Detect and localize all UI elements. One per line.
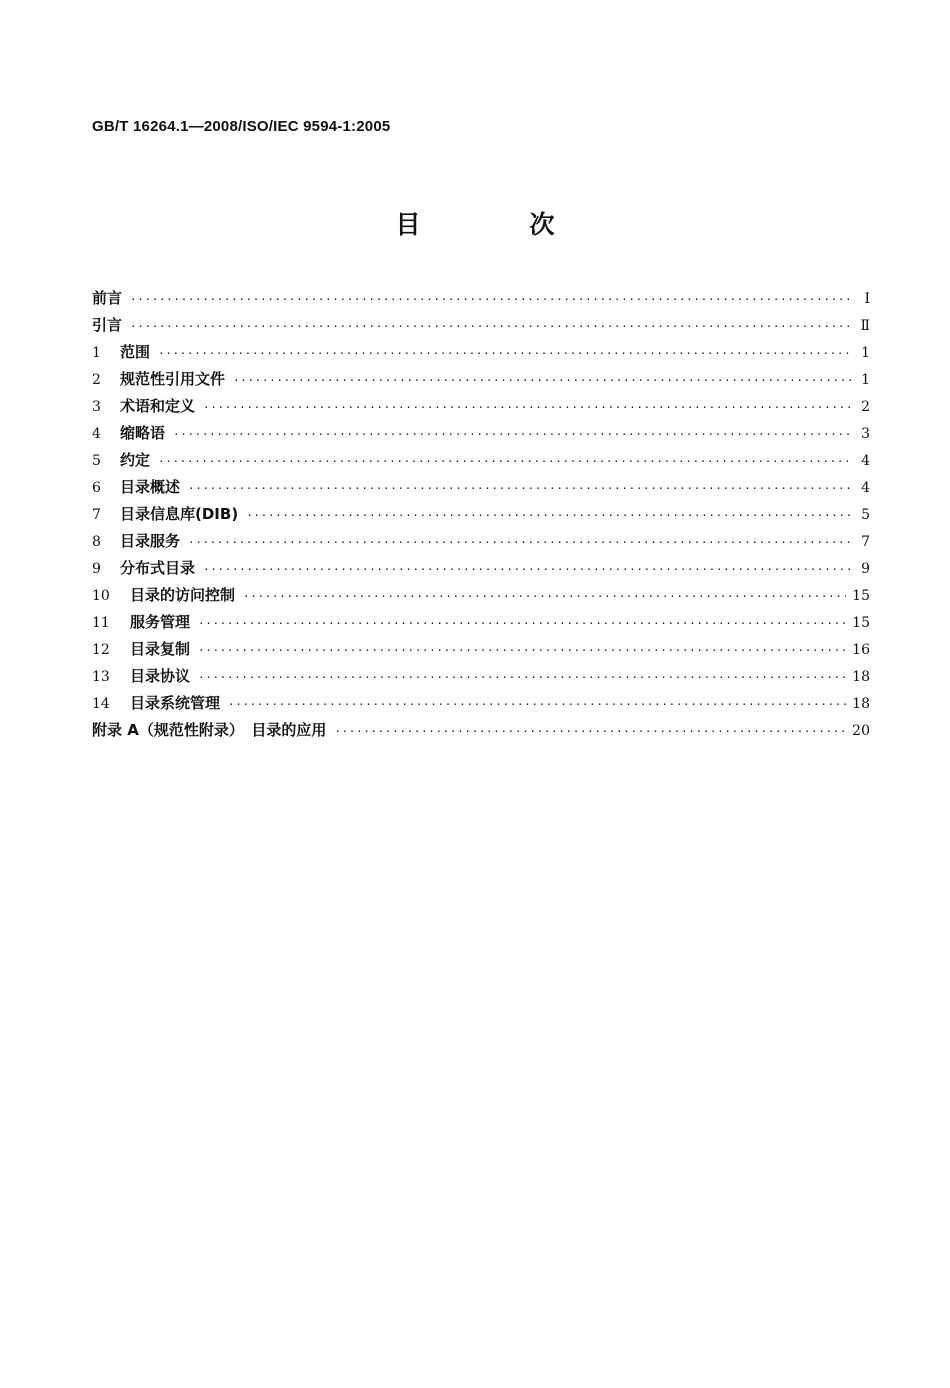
toc-label: 目录协议 xyxy=(130,667,191,685)
dot-leader xyxy=(243,590,846,603)
toc-label: 分布式目录 xyxy=(120,559,196,577)
dot-leader xyxy=(130,293,854,306)
toc-label: 服务管理 xyxy=(130,613,191,631)
toc-page: 15 xyxy=(852,588,870,604)
dot-leader xyxy=(158,347,854,360)
dot-leader xyxy=(188,482,854,495)
toc-entry-11[interactable] xyxy=(92,611,870,638)
toc-number: 4 xyxy=(92,426,101,442)
toc-page: 15 xyxy=(852,615,870,631)
toc-page: 18 xyxy=(852,696,870,712)
toc-page: 5 xyxy=(861,507,870,523)
toc-entry-6[interactable] xyxy=(92,476,870,503)
toc-label: 范围 xyxy=(120,343,151,361)
page-title: 目 次 xyxy=(395,210,597,239)
dot-leader xyxy=(130,320,854,333)
toc-page: 20 xyxy=(852,723,870,739)
toc-label: 缩略语 xyxy=(120,424,166,442)
toc-page: 4 xyxy=(861,480,870,496)
dot-leader xyxy=(173,428,854,441)
toc-entry-8[interactable] xyxy=(92,530,870,557)
toc-page: 18 xyxy=(852,669,870,685)
toc-entry-9[interactable] xyxy=(92,557,870,584)
toc-number: 2 xyxy=(92,372,101,388)
toc-number: 14 xyxy=(92,696,110,712)
dot-leader xyxy=(233,374,854,387)
toc-label: 约定 xyxy=(120,451,151,469)
toc-number: 12 xyxy=(92,642,110,658)
toc-number: 5 xyxy=(92,453,101,469)
toc-page: 1 xyxy=(861,372,870,388)
toc-label: 目录复制 xyxy=(130,640,191,658)
toc-entry-4[interactable] xyxy=(92,422,870,449)
toc-entry-annex-a[interactable] xyxy=(92,719,870,746)
toc-page: 4 xyxy=(861,453,870,469)
dot-leader xyxy=(198,671,846,684)
toc-entry-10[interactable] xyxy=(92,584,870,611)
toc-entry-5[interactable] xyxy=(92,449,870,476)
toc-label: 目录的访问控制 xyxy=(130,586,236,604)
toc-entry-foreword[interactable] xyxy=(92,287,870,314)
toc-entry-1[interactable] xyxy=(92,341,870,368)
dot-leader xyxy=(188,536,854,549)
toc-number: 10 xyxy=(92,588,110,604)
toc-number: 7 xyxy=(92,507,101,523)
toc-entry-13[interactable] xyxy=(92,665,870,692)
toc-page: 16 xyxy=(852,642,870,658)
toc-label: 目录系统管理 xyxy=(130,694,221,712)
dot-leader xyxy=(198,617,846,630)
toc-number: 13 xyxy=(92,669,110,685)
toc-page: 1 xyxy=(861,345,870,361)
toc-page: 3 xyxy=(861,426,870,442)
toc-number: 11 xyxy=(92,615,110,631)
toc-page: 2 xyxy=(861,399,870,415)
standard-id: GB/T 16264.1—2008/ISO/IEC 9594-1:2005 xyxy=(92,118,391,135)
toc-label: 附录 A（规范性附录） 目录的应用 xyxy=(92,721,327,739)
toc-entry-3[interactable] xyxy=(92,395,870,422)
dot-leader xyxy=(203,401,854,414)
toc-entry-introduction[interactable] xyxy=(92,314,870,341)
toc-page: Ⅱ xyxy=(860,318,870,334)
toc-label: 引言 xyxy=(92,316,123,334)
toc-label: 目录服务 xyxy=(120,532,181,550)
toc-entry-2[interactable] xyxy=(92,368,870,395)
toc-page: 9 xyxy=(861,561,870,577)
toc-label: 规范性引用文件 xyxy=(120,370,226,388)
toc-number: 3 xyxy=(92,399,101,415)
toc-entry-12[interactable] xyxy=(92,638,870,665)
toc-number: 1 xyxy=(92,345,101,361)
dot-leader xyxy=(334,725,846,738)
toc-label: 目录概述 xyxy=(120,478,181,496)
toc-page: Ⅰ xyxy=(864,291,870,307)
toc-number: 6 xyxy=(92,480,101,496)
dot-leader xyxy=(246,509,854,522)
toc-label: 目录信息库(DIB) xyxy=(120,505,239,523)
dot-leader xyxy=(198,644,846,657)
toc-label: 术语和定义 xyxy=(120,397,196,415)
dot-leader xyxy=(203,563,854,576)
toc-label: 前言 xyxy=(92,289,123,307)
toc-number: 9 xyxy=(92,561,101,577)
toc-entry-7[interactable] xyxy=(92,503,870,530)
toc-page: 7 xyxy=(861,534,870,550)
table-of-contents xyxy=(92,287,870,746)
toc-entry-14[interactable] xyxy=(92,692,870,719)
toc-number: 8 xyxy=(92,534,101,550)
dot-leader xyxy=(158,455,854,468)
dot-leader xyxy=(228,698,846,711)
